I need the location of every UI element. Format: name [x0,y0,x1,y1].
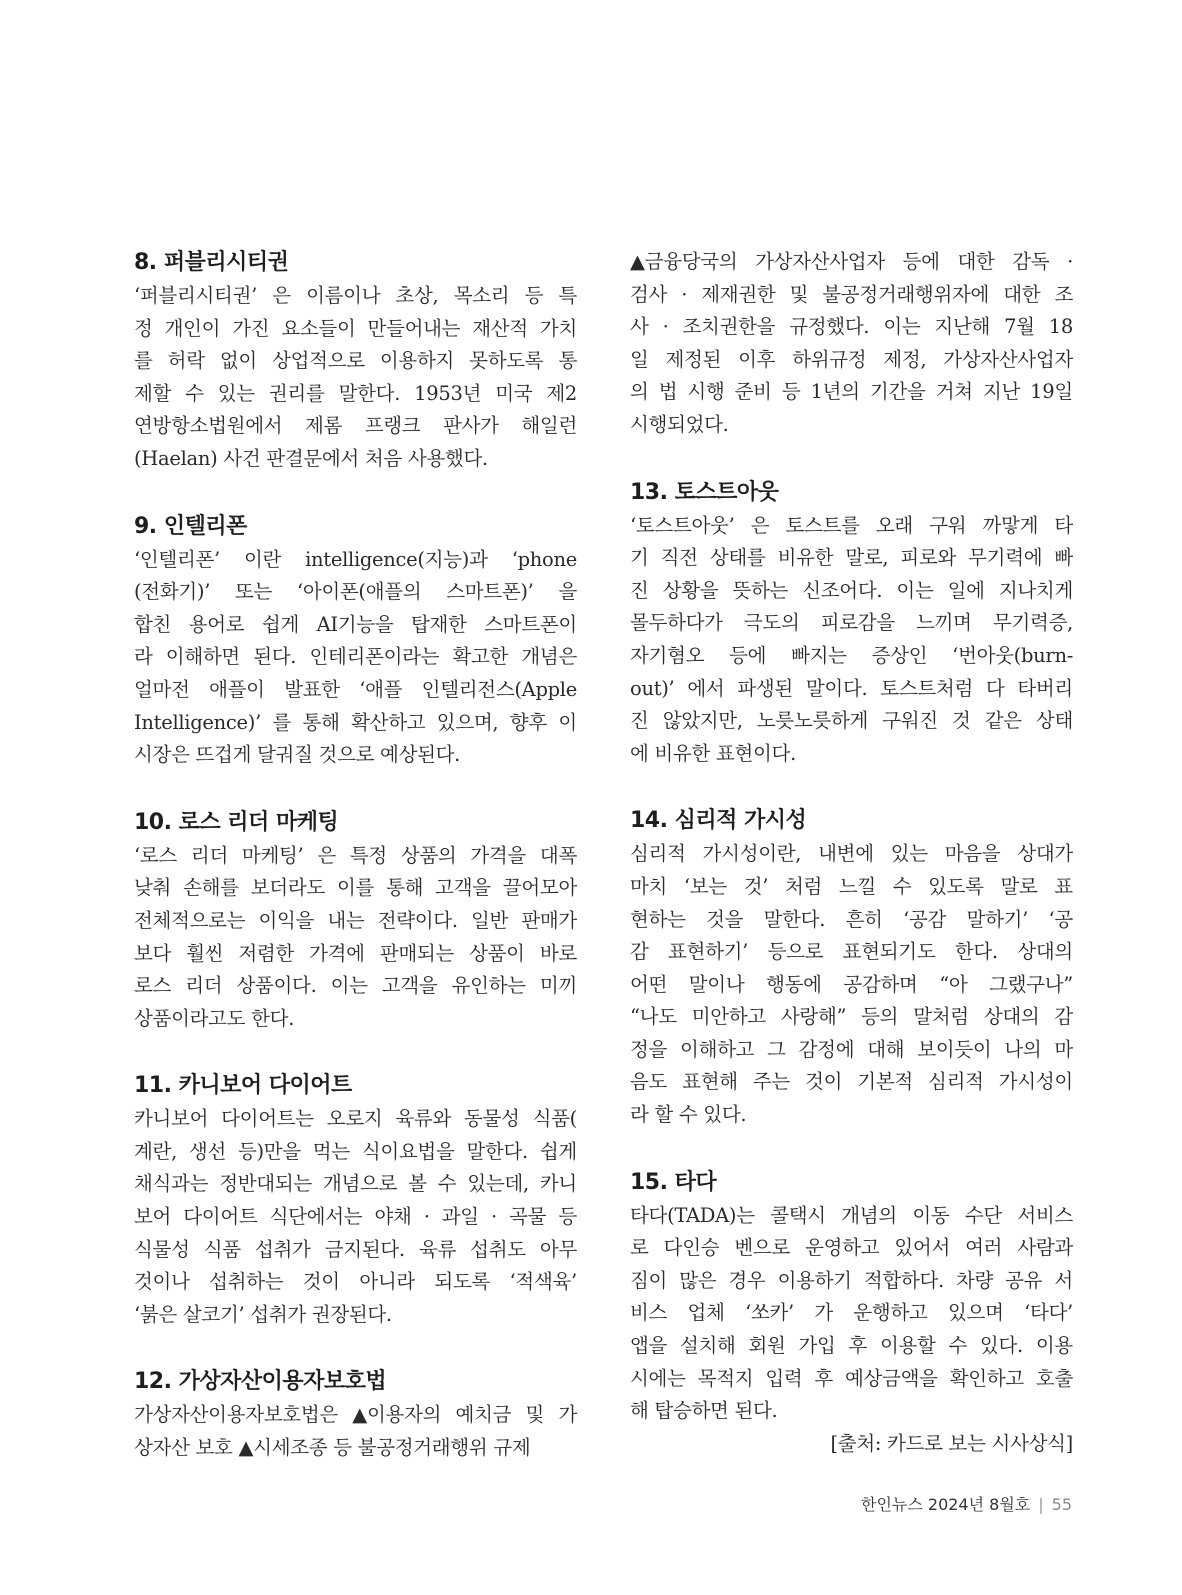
body-line: ▲금융당국의 가상자산사업자 등에 대한 감독 · [630,250,1073,273]
publication-name: 한인뉴스 2024년 8월호 [860,1495,1031,1514]
body-line: 검사 · 제재권한 및 불공정거래행위자에 대한 조 [630,282,1073,306]
body-line: 사 · 조치권한을 규정했다. 이는 지난해 7월 18 [630,315,1073,339]
body-line: 앱을 설치해 회원 가입 후 이용할 수 있다. 이용 [630,1334,1073,1358]
body-line: 상품이라고도 한다. [134,1006,295,1030]
body-line: 시장은 뜨겁게 달궈질 것으로 예상된다. [134,743,461,767]
entry-heading: 13. 토스트아웃 [630,479,779,505]
body-line: 어떤 말이나 행동에 공감하며 “아 그랬구나” [630,972,1073,996]
article-entry [134,246,577,476]
body-line: 정을 이해하고 그 감정에 대해 보이듯이 나의 마 [630,1037,1073,1061]
body-line: 몰두하다가 극도의 피로감을 느끼며 무기력증, [630,611,1073,635]
body-line: (Haelan) 사건 판결문에서 처음 사용했다. [134,446,488,470]
body-line: 를 허락 없이 상업적으로 이용하지 못하도록 통 [134,349,577,373]
body-line: Intelligence)’ 를 통해 확산하고 있으며, 향후 이 [134,710,577,734]
body-line: 일 제정된 이후 하위규정 제정, 가상자산사업자 [630,347,1073,371]
body-line: 시행되었다. [630,412,729,436]
entry-heading: 14. 심리적 가시성 [630,808,807,834]
body-line: 해 탑승하면 된다. [630,1399,778,1423]
body-line: 로 다인승 벤으로 운영하고 있어서 여러 사람과 [630,1236,1073,1260]
body-line: 보어 다이어트 식단에서는 야채 · 과일 · 곡물 등 [134,1205,577,1229]
body-line: 기 직전 상태를 비유한 말로, 피로와 무기력에 빠 [630,546,1073,570]
body-line: 심리적 가시성이란, 내변에 있는 마음을 상대가 [630,842,1073,866]
body-line: 의 법 시행 준비 등 1년의 기간을 거쳐 지난 19일 [630,380,1073,404]
body-line: 가상자산이용자보호법은 ▲이용자의 예치금 및 가 [134,1403,577,1427]
source-citation: [출처: 카드로 보는 시사상식] [830,1431,1073,1455]
body-line: 상자산 보호 ▲시세조종 등 불공정거래행위 규제 [134,1436,531,1460]
article-entry [134,1069,577,1331]
body-line: 연방항소법원에서 제롬 프랭크 판사가 해일런 [134,414,577,438]
body-line: 진 상황을 뜻하는 신조어다. 이는 일에 지나치게 [630,578,1073,602]
body-line: 채식과는 정반대되는 개념으로 볼 수 있는데, 카니 [134,1172,577,1196]
body-line: 음도 표현해 주는 것이 기본적 심리적 가시성이 [630,1070,1073,1094]
body-line: 현하는 것을 말한다. 흔히 ‘공감 말하기’ ‘공 [630,907,1073,931]
article-entry [630,804,1073,1131]
body-line: 제할 수 있는 권리를 말한다. 1953년 미국 제2 [134,381,577,405]
body-line: 비스 업체 ‘쏘카’ 가 운행하고 있으며 ‘타다’ [630,1301,1073,1325]
entry-heading: 9. 인텔리폰 [134,513,247,539]
body-line: 전체적으로는 이익을 내는 전략이다. 일반 판매가 [134,908,577,932]
body-line: 식물성 식품 섭취가 금지된다. 육류 섭취도 아무 [134,1237,577,1261]
body-line: ‘토스트아웃’ 은 토스트를 오래 구워 까맣게 타 [630,513,1073,537]
article-entry [134,1365,577,1464]
body-line: out)’ 에서 파생된 말이다. 토스트처럼 다 타버리 [630,676,1073,700]
body-line: 로스 리더 상품이다. 이는 고객을 유인하는 미끼 [134,974,577,998]
body-line: 보다 훨씬 저렴한 가격에 판매되는 상품이 바로 [134,941,577,965]
entry-heading: 15. 타다 [630,1169,717,1195]
article-entry [134,806,577,1036]
page-number: 55 [1051,1495,1072,1514]
body-line: 정 개인이 가진 요소들이 만들어내는 재산적 가치 [134,316,577,340]
body-line: 것이나 섭취하는 것이 아니라 되도록 ‘적색육’ [134,1270,577,1294]
body-line: 감 표현하기’ 등으로 표현되기도 한다. 상대의 [630,940,1073,964]
article-entry [134,510,577,772]
page-footer [861,1492,1072,1515]
body-line: ‘인텔리폰’ 이란 intelligence(지능)과 ‘phone [134,547,577,571]
body-line: 에 비유한 표현이다. [630,741,796,765]
body-line: 계란, 생선 등)만을 먹는 식이요법을 말한다. 쉽게 [134,1139,577,1163]
article-entry [630,1166,1073,1428]
entry-heading: 8. 퍼블리시티권 [134,250,289,275]
body-line: 짐이 많은 경우 이용하기 적합하다. 차량 공유 서 [630,1268,1073,1292]
entry-heading: 11. 카니보어 다이어트 [134,1073,352,1099]
body-line: 카니보어 다이어트는 오로지 육류와 동물성 식품( [134,1107,577,1131]
entry-heading: 10. 로스 리더 마케팅 [134,809,339,835]
article-entry [630,246,1073,442]
body-line: 라 이해하면 된다. 인테리폰이라는 확고한 개념은 [134,645,577,669]
body-line: “나도 미안하고 사랑해” 등의 말처럼 상대의 감 [630,1005,1073,1029]
article-entry [630,476,1073,771]
right-column [630,246,1073,1460]
footer-divider: | [1038,1495,1044,1514]
body-line: 낮춰 손해를 보더라도 이를 통해 고객을 끌어모아 [134,876,577,900]
entry-heading: 12. 가상자산이용자보호법 [134,1369,387,1395]
body-line: ‘퍼블리시티권’ 은 이름이나 초상, 목소리 등 특 [134,284,577,307]
body-line: ‘붉은 살코기’ 섭취가 권장된다. [134,1302,392,1326]
body-line: ‘로스 리더 마케팅’ 은 특정 상품의 가격을 대폭 [134,843,577,867]
body-line: 합친 용어로 쉽게 AI기능을 탑재한 스마트폰이 [134,612,577,636]
body-line: 얼마전 애플이 발표한 ‘애플 인텔리전스(Apple [134,677,577,701]
body-line: 진 않았지만, 노릇노릇하게 구워진 것 같은 상태 [630,709,1073,733]
body-line: 자기혐오 등에 빠지는 증상인 ‘번아웃(burn- [630,643,1073,667]
body-line: 타다(TADA)는 콜택시 개념의 이동 수단 서비스 [630,1203,1073,1227]
left-column [134,246,577,1465]
body-line: 마치 ‘보는 것’ 처럼 느낄 수 있도록 말로 표 [630,874,1073,898]
body-line: 시에는 목적지 입력 후 예상금액을 확인하고 호출 [630,1366,1073,1390]
body-line: (전화기)’ 또는 ‘아이폰(애플의 스마트폰)’ 을 [134,580,577,604]
body-line: 라 할 수 있다. [630,1103,747,1127]
